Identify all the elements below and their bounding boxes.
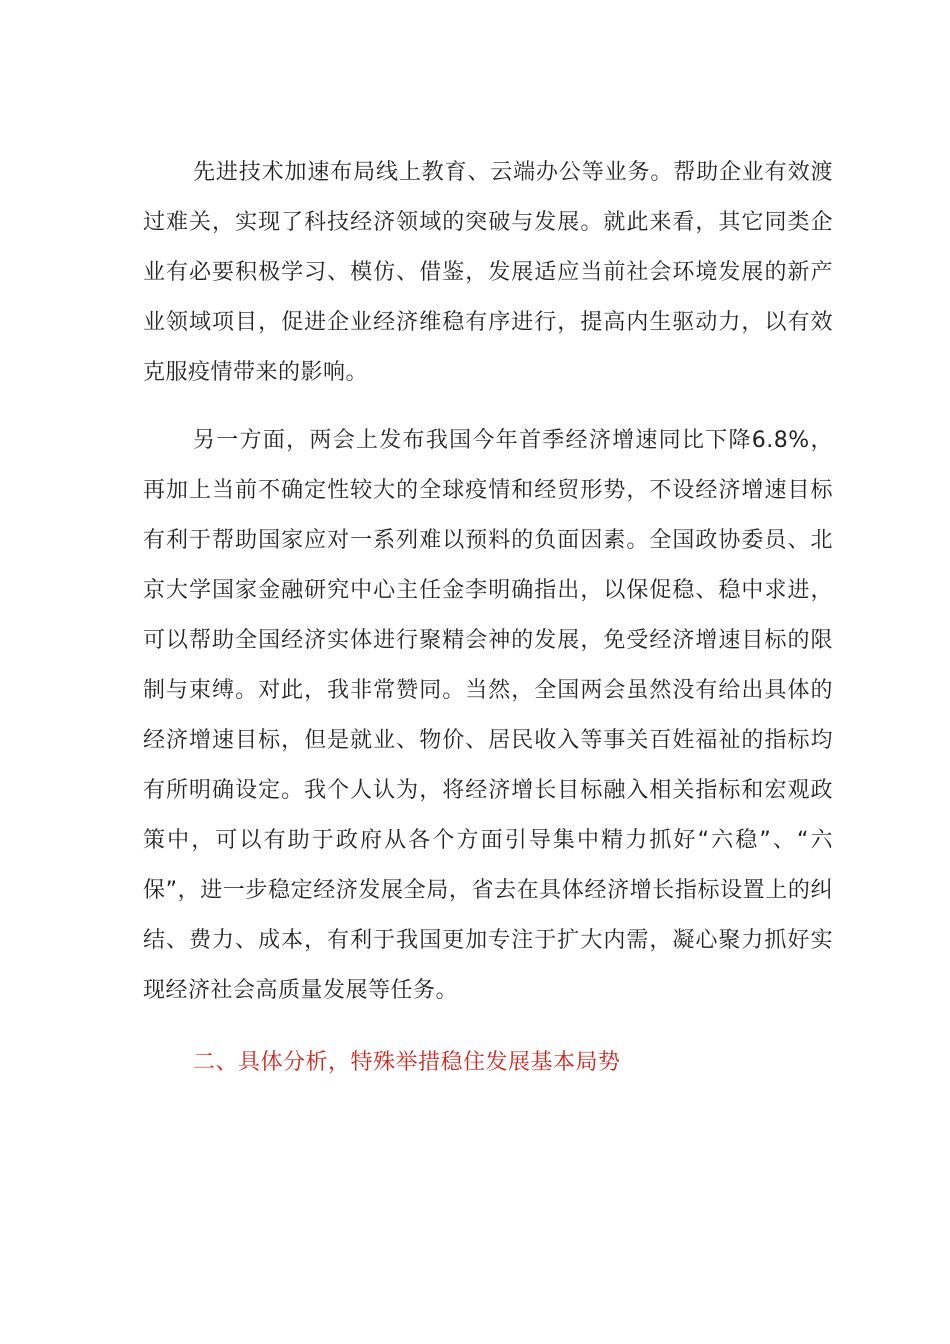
body-paragraph: 先进技术加速布局线上教育、云端办公等业务。帮助企业有效渡过难关，实现了科技经济领域的突破与发展。就此来看，其它同类企业有必要积极学习、模仿、借鉴，发展适应当前社会环境发展的新产业领域项目，促进企业经济维稳有序进行，提高内生驱动力，以有效克服疫情带来的影响。 xyxy=(143,160,833,385)
document-page xyxy=(143,148,833,1088)
section-heading: 二、具体分析，特殊举措稳住发展基本局势 xyxy=(193,1050,621,1075)
body-paragraph: 另一方面，两会上发布我国今年首季经济增速同比下降6.8%，再加上当前不确定性较大的全球疫情和经贸形势，不设经济增速目标有利于帮助国家应对一系列难以预料的负面因素。全国政协委员、北京大学国家金融研究中心主任金李明确指出，以保促稳、稳中求进，可以帮助全国经济实体进行聚精会神的发展，免受经济增速目标的限制与束缚。对此，我非常赞同。当然，全国两会虽然没有给出具体的经济增速目标，但是就业、物价、居民收入等事关百姓福祉的指标均有所明确设定。我个人认为，将经济增长目标融入相关指标和宏观政策中，可以有助于政府从各个方面引导集中精力抓好“六稳”、“六保”，进一步稳定经济发展全局，省去在具体经济增长指标设置上的纠结、费力、成本，有利于我国更加专注于扩大内需，凝心聚力抓好实现经济社会高质量发展等任务。 xyxy=(143,428,833,1003)
